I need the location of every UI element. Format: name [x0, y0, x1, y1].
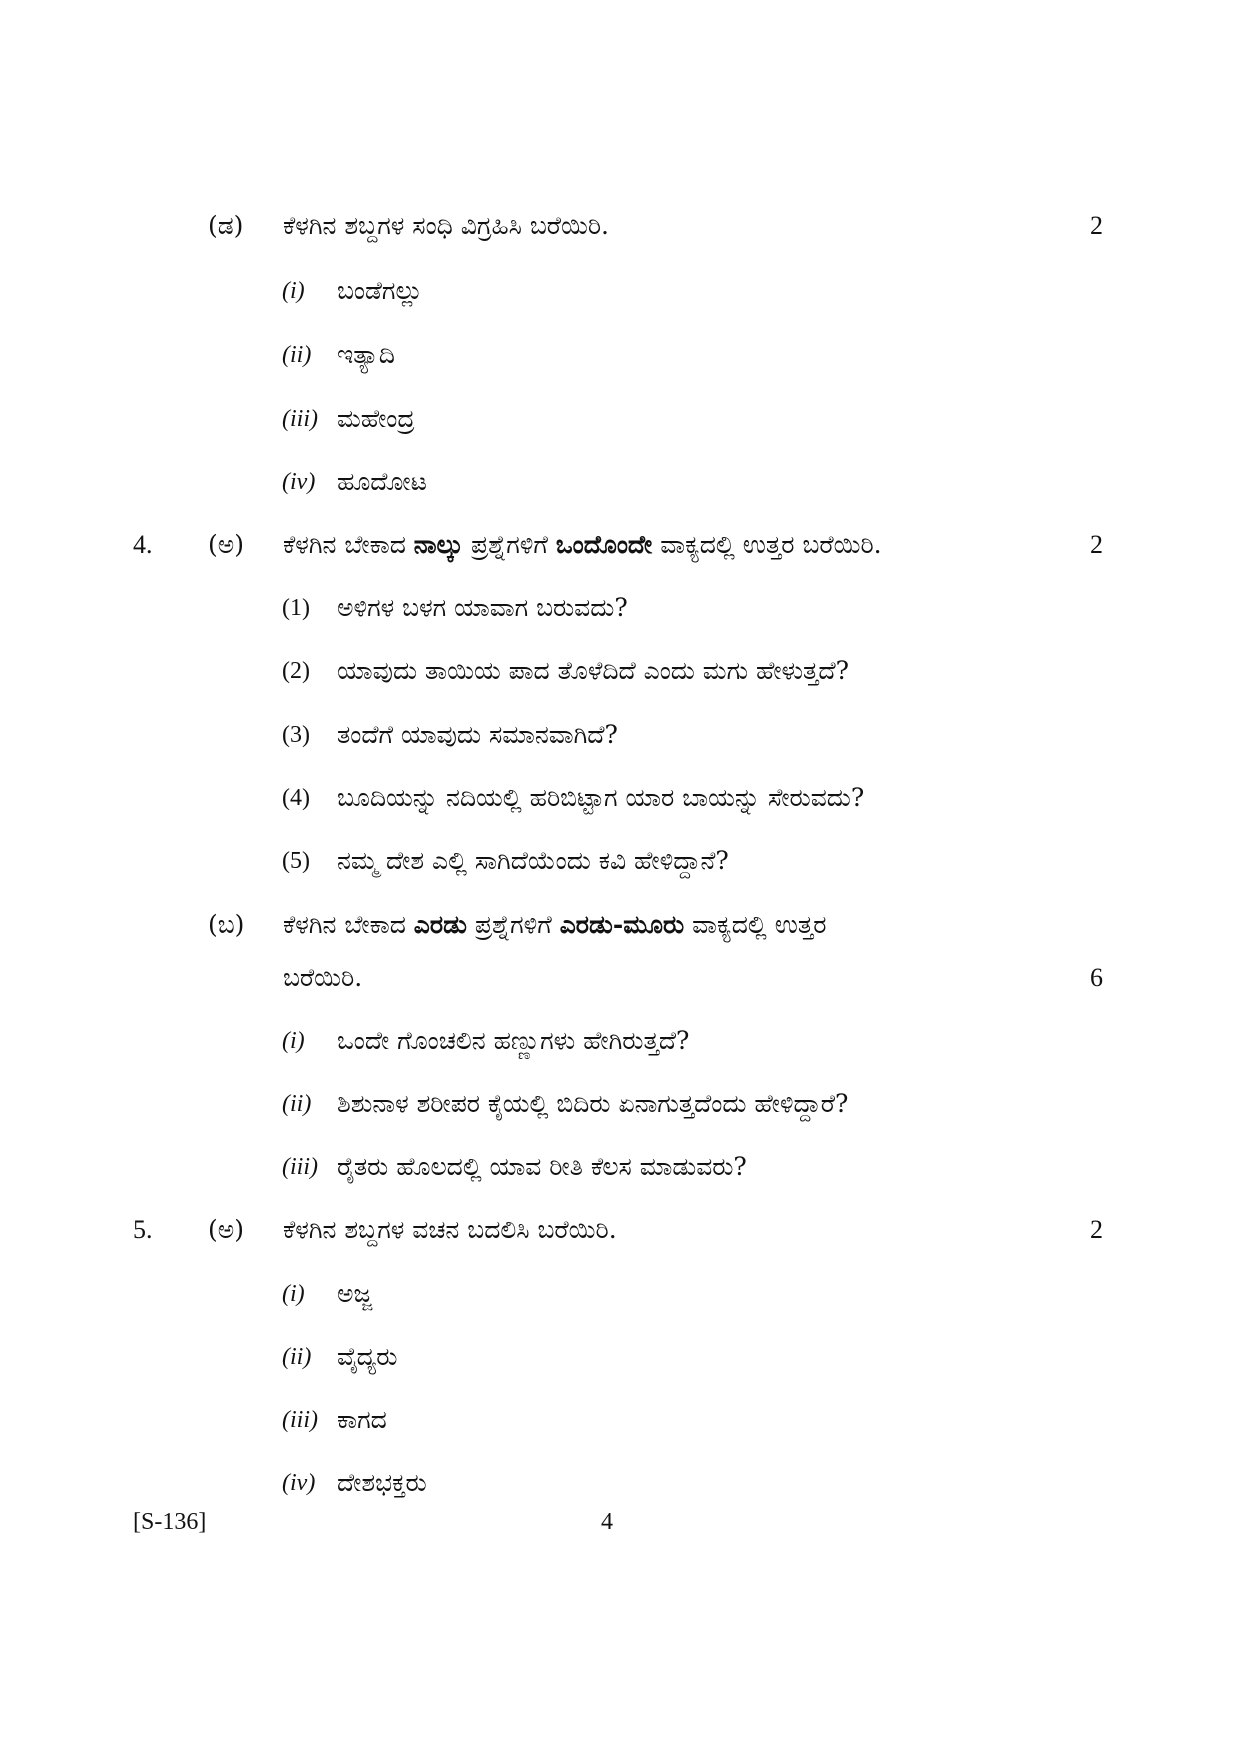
question-4b-bold-1: ಎರಡು — [413, 910, 467, 939]
question-4a-item-4-label: (4) — [282, 785, 310, 811]
section-d-item-4-label: (iv) — [282, 469, 316, 495]
question-5a-item-1-text: ಅಜ್ಜ — [337, 1279, 372, 1308]
question-5a-item-4-label: (iv) — [282, 1470, 316, 1496]
question-4b-marks: 6 — [1090, 963, 1103, 992]
section-d-item-4-text: ಹೂದೋಟ — [337, 467, 427, 496]
question-4b-instruction — [283, 910, 826, 940]
question-5a-item-3-label: (iii) — [282, 1407, 318, 1433]
question-5a-item-1-label: (i) — [282, 1281, 305, 1307]
question-4b-instruction-line-2: ಬರೆಯಿರಿ. — [283, 963, 363, 992]
question-4a-bold-2: ಒಂದೊಂದೇ — [555, 530, 653, 559]
question-5a-item-3-text: ಕಾಗದ — [337, 1405, 387, 1434]
question-4a-text-2: ಪ್ರಶ್ನೆಗಳಿಗೆ — [463, 530, 556, 559]
section-d-item-1-text: ಬಂಡೆಗಲ್ಲು — [337, 276, 423, 305]
question-4b-item-1-text: ಒಂದೇ ಗೊಂಚಲಿನ ಹಣ್ಣುಗಳು ಹೇಗಿರುತ್ತದೆ? — [337, 1026, 690, 1055]
question-5a-item-2-text: ವೈದ್ಯರು — [337, 1342, 398, 1371]
question-4a-text-3: ವಾಕ್ಯದಲ್ಲಿ ಉತ್ತರ ಬರೆಯಿರಿ. — [652, 530, 882, 559]
paper-code: [S-136] — [133, 1509, 207, 1535]
page-number: 4 — [601, 1509, 613, 1535]
question-4a-text-1: ಕೆಳಗಿನ ಬೇಕಾದ — [283, 530, 414, 559]
question-4a-instruction — [283, 530, 882, 560]
section-d-item-2-text: ಇತ್ಯಾದಿ — [337, 340, 395, 369]
question-4a-label: (ಅ) — [208, 530, 244, 559]
question-4a-item-4-text: ಬೂದಿಯನ್ನು ನದಿಯಲ್ಲಿ ಹರಿಬಿಟ್ಟಾಗ ಯಾರ ಬಾಯನ್ನು ಸೇರುವದು? — [337, 783, 865, 812]
question-4b-item-2-label: (ii) — [282, 1091, 312, 1117]
question-4-number: 4. — [133, 530, 153, 559]
section-d-instruction: ಕೆಳಗಿನ ಶಬ್ದಗಳ ಸಂಧಿ ವಿಗ್ರಹಿಸಿ ಬರೆಯಿರಿ. — [283, 211, 609, 240]
question-4b-bold-2: ಎರಡು-ಮೂರು — [559, 910, 685, 939]
question-4a-item-2-label: (2) — [282, 658, 310, 684]
question-4b-item-2-text: ಶಿಶುನಾಳ ಶರೀಪರ ಕೈಯಲ್ಲಿ ಬಿದಿರು ಏನಾಗುತ್ತದೆಂದು ಹೇಳಿದ್ದಾರೆ? — [337, 1089, 849, 1118]
section-d-item-3-label: (iii) — [282, 406, 318, 432]
question-4b-item-3-label: (iii) — [282, 1154, 318, 1180]
section-d-label: (ಡ) — [208, 211, 244, 240]
section-d-item-2-label: (ii) — [282, 342, 312, 368]
question-4a-item-1-text: ಅಳಿಗಳ ಬಳಗ ಯಾವಾಗ ಬರುವದು? — [337, 593, 628, 622]
question-5a-item-4-text: ದೇಶಭಕ್ತರು — [337, 1468, 427, 1497]
question-4b-item-1-label: (i) — [282, 1028, 305, 1054]
question-4b-text-2: ಪ್ರಶ್ನೆಗಳಿಗೆ — [466, 910, 560, 939]
question-4a-item-5-label: (5) — [282, 848, 310, 874]
question-4b-text-1: ಕೆಳಗಿನ ಬೇಕಾದ — [283, 910, 414, 939]
question-4a-item-2-text: ಯಾವುದು ತಾಯಿಯ ಪಾದ ತೊಳೆದಿದೆ ಎಂದು ಮಗು ಹೇಳುತ್ತದೆ? — [337, 656, 849, 685]
question-4a-item-3-text: ತಂದೆಗೆ ಯಾವುದು ಸಮಾನವಾಗಿದೆ? — [337, 720, 618, 749]
question-5a-marks: 2 — [1090, 1215, 1103, 1244]
question-4a-item-3-label: (3) — [282, 722, 310, 748]
question-4a-bold-1: ನಾಲ್ಕು — [413, 530, 464, 559]
question-4b-text-3: ವಾಕ್ಯದಲ್ಲಿ ಉತ್ತರ — [684, 910, 827, 939]
question-4a-marks: 2 — [1090, 530, 1103, 559]
question-4a-item-1-label: (1) — [282, 595, 310, 621]
question-4b-item-3-text: ರೈತರು ಹೊಲದಲ್ಲಿ ಯಾವ ರೀತಿ ಕೆಲಸ ಮಾಡುವರು? — [337, 1152, 747, 1181]
question-4b-label: (ಬ) — [208, 910, 245, 939]
question-4a-item-5-text: ನಮ್ಮ ದೇಶ ಎಲ್ಲಿ ಸಾಗಿದೆಯೆಂದು ಕವಿ ಹೇಳಿದ್ದಾನೆ? — [337, 846, 729, 875]
question-5a-item-2-label: (ii) — [282, 1344, 312, 1370]
section-d-item-1-label: (i) — [282, 278, 305, 304]
section-d-marks: 2 — [1090, 211, 1103, 240]
question-5a-label: (ಅ) — [208, 1215, 244, 1244]
question-5a-instruction: ಕೆಳಗಿನ ಶಬ್ದಗಳ ವಚನ ಬದಲಿಸಿ ಬರೆಯಿರಿ. — [283, 1215, 617, 1244]
question-5-number: 5. — [133, 1215, 153, 1244]
section-d-item-3-text: ಮಹೇಂದ್ರ — [337, 404, 415, 433]
